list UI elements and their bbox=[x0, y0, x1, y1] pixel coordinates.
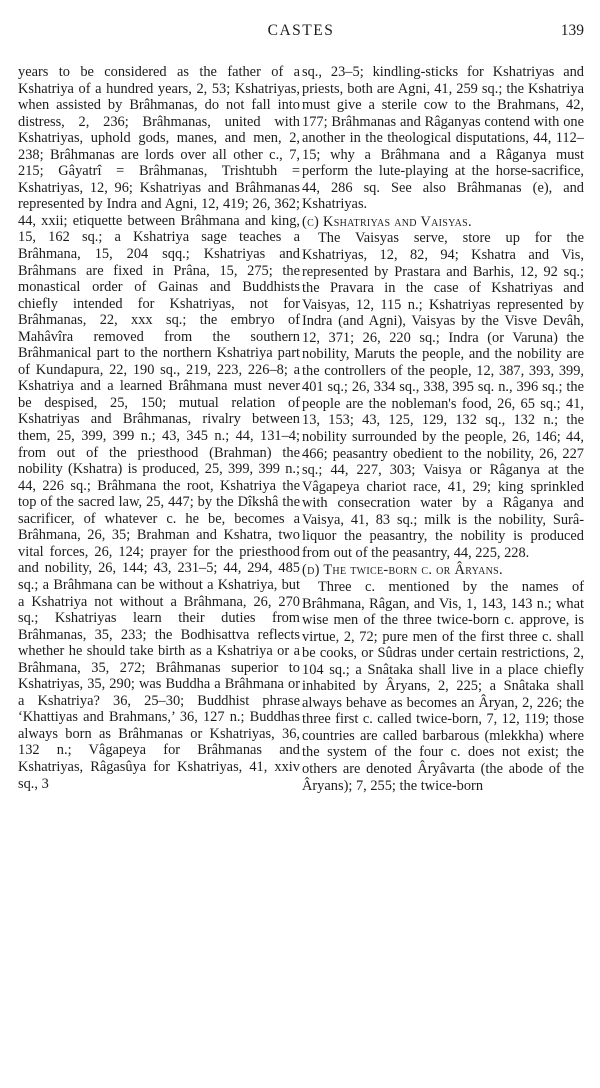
right-column bbox=[302, 64, 584, 794]
page-number: 139 bbox=[560, 22, 584, 39]
section-heading-d: (d) The twice-born c. or Âryans. bbox=[302, 562, 503, 579]
running-head: CASTES bbox=[267, 22, 335, 39]
right-paragraph-1: sq., 23–5; kindling-sticks for Kshatriyas and priests, both are Agni, 41, 259 sq.; the Kshatriya must give a sterile cow to the Brahmans, 42, 177; Brâhmanas and Râganyas contend with one another in the theological disputations, 44, 112–15; why a Brâhmana and a Râganya must perform the lute-playing at the horse-sacrifice, 44, 286 sq. See also Brâhmanas (e), and Kshatriyas. bbox=[302, 64, 584, 213]
left-column-text: years to be considered as the father of a Kshatriya of a hundred years, 2, 53; Kshatriyas, when assisted by Brâhmanas, do not fall into distress, 2, 236; Brâhmanas, united with Kshatriyas, uphold gods, manes, and men, 2, 238; Brâhmanas are lords over all other c., 7, 215; Gâyatrî = Brâhmanas, Trishtubh = Kshatriyas, 12, 96; Kshatriyas and Brâhmanas represented by Indra and Agni, 12, 419; 26, 362; 44, xxii; etiquette between Brâhmana and king, 15, 162 sq.; a Kshatriya sage teaches a Brâhmana, 15, 204 sqq.; Kshatriyas and Brâhmans are fixed in Prâna, 15, 275; the monastical order of Gainas and Buddhists chiefly intended for Kshatriyas, not for Brâhmanas, 22, xxx sq.; the embryo of Mahâvîra removed from the southern Brâhmanical part to the northern Kshatriya part of Kundapura, 22, 190 sq., 219, 223, 226–8; a Kshatriya and a learned Brâhmana must never be despised, 25, 150; mutual relation of Kshatriyas and Brâhmanas, rivalry between them, 25, 399, 399 n.; 43, 345 n.; 44, 131–4; from out of the priesthood (Brahman) the nobility (Kshatra) is produced, 25, 399, 399 n.; 44, 226 sq.; Brâhmana the root, Kshatriya the top of the sacred law, 25, 447; by the Dîkshâ the sacrificer, of whatever c. he be, becomes a Brâhmana, 26, 35; Brahman and Kshatra, two vital forces, 26, 124; prayer for the priesthood and nobility, 26, 144; 43, 231–5; 44, 294, 485 sq.; a Brâhmana can be without a Kshatriya, but a Kshatriya not without a Brâhmana, 26, 270 sq.; Kshatriyas learn their duties from Brâhmanas, 35, 233; the Bodhisattva reflects whether he should take birth as a Kshatriya or a Brâhmana, 35, 272; Brâhmanas superior to Kshatriyas, 35, 290; was Buddha a Brâhmana or a Kshatriya? 36, 25–30; Buddhist phrase ‘Khattiyas and Brahmans,’ 36, 127 n.; Buddhas always born as Brâhmanas or Kshatriyas, 36, 132 n.; Vâgapeya for Brâhmanas and Kshatriyas, Râgasûya for Kshatriyas, 41, xxiv sq., 3 bbox=[18, 64, 300, 792]
right-paragraph-2: The Vaisyas serve, store up for the Kshatriyas, 12, 82, 94; Kshatra and Vis, represented by Prastara and Barhis, 12, 92 sq.; the Pravara in the case of Kshatriyas and Vaisyas, 12, 115 n.; Kshatriyas represented by Indra (and Agni), Vaisyas by the Visve Devâh, 12, 371; 26, 220 sq.; Indra (or Varuna) the nobility, Maruts the people, and the nobility are the controllers of the people, 12, 387, 393, 399, 401 sq.; 26, 334 sq., 338, 395 sq. n., 396 sq.; the people are the nobleman's food, 26, 65 sq.; 41, 13, 153; 43, 125, 129, 132 sq., 132 n.; the nobility surrounded by the people, 26, 146; 44, 466; peasantry obedient to the nobility, 26, 227 sq.; 44, 227, 303; Vaisya or Râganya at the Vâgapeya chariot race, 41, 29; king sprinkled with consecration water by a Râganya and Vaisya, 41, 83 sq.; milk is the nobility, Surâ-liquor the peasantry, the nobility is produced from out of the peasantry, 44, 225, 228. bbox=[302, 230, 584, 561]
right-paragraph-3: Three c. mentioned by the names of Brâhmana, Râgan, and Vis, 1, 143, 143 n.; what wise men of the three twice-born c. approve, is virtue, 2, 72; pure men of the first three c. shall be cooks, or Sûdras under certain restrictions, 2, 104 sq.; a Snâtaka shall live in a place chiefly inhabited by Âryans, 2, 225; a Snâtaka shall always behave as becomes an Âryan, 2, 226; the three first c. called twice-born, 7, 12, 119; those countries are called barbarous (mlekkha) where the system of the four c. does not exist; the others are denoted Âryâvarta (the abode of the Âryans); 7, 255; the twice-born bbox=[302, 578, 584, 794]
left-column bbox=[18, 64, 300, 792]
page-header bbox=[18, 22, 584, 46]
section-heading-c: (c) Kshatriyas and Vaisyas. bbox=[302, 213, 472, 230]
